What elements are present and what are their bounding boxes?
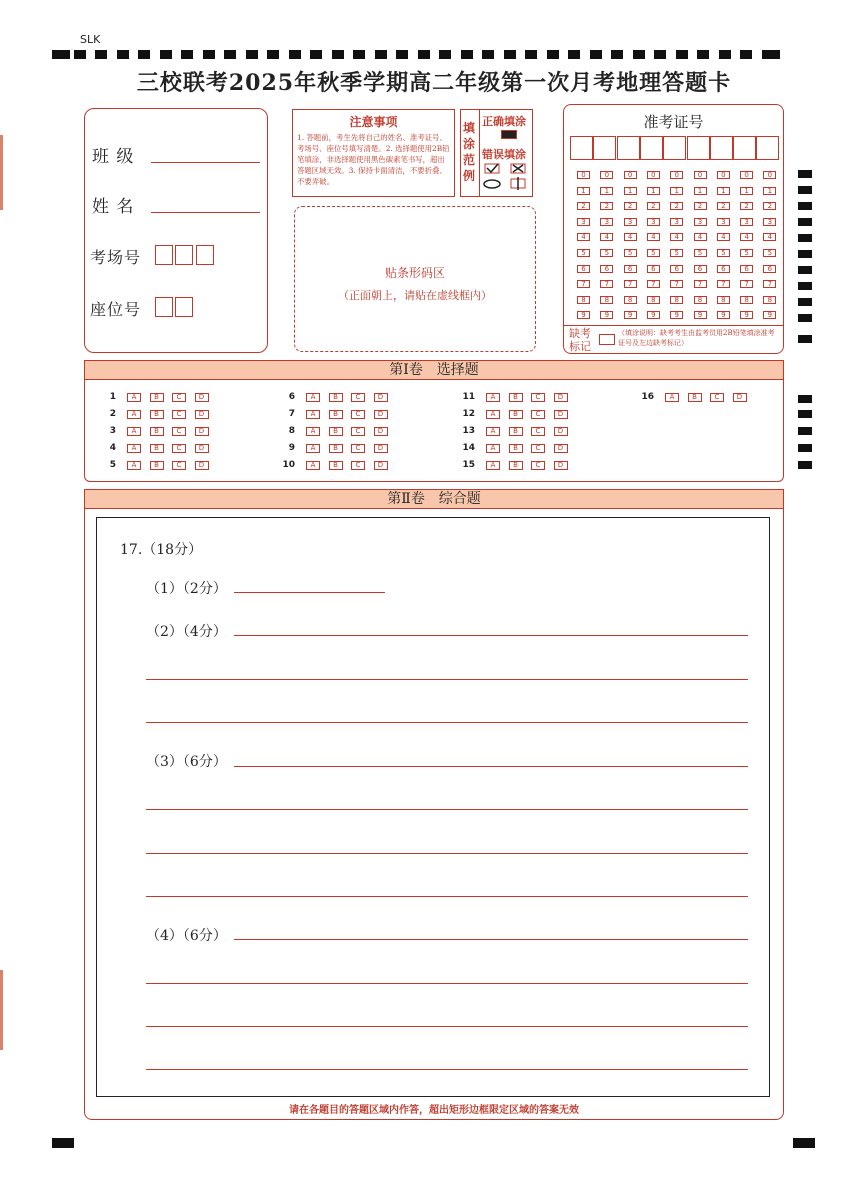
timing-mark	[676, 50, 688, 59]
timing-mark	[203, 50, 215, 59]
timing-mark	[52, 50, 70, 59]
timing-mark	[798, 218, 812, 226]
digit-bubble[interactable]: 9	[577, 311, 590, 319]
digit-bubble[interactable]: 2	[600, 202, 613, 210]
digit-bubble[interactable]: 2	[577, 202, 590, 210]
option-bubble-d[interactable]: D	[195, 427, 209, 436]
notice-body: 1. 答题前，考生先将自己的姓名、准考证号、考场号、座位号填写清楚。2. 选择题使用2B铅笔填涂，非选择题使用黑色碳素笔书写，超出答题区域无效。3. 保持卡面清洁，不要折叠、不要弄破。	[297, 133, 450, 186]
digit-bubble[interactable]: 4	[740, 233, 753, 241]
digit-bubble[interactable]: 6	[717, 265, 730, 273]
timing-mark	[798, 266, 812, 274]
digit-bubble[interactable]: 9	[670, 311, 683, 319]
timing-mark	[289, 50, 301, 59]
digit-bubble[interactable]: 1	[624, 187, 637, 195]
timing-mark	[332, 50, 344, 59]
digit-bubble[interactable]: 2	[624, 202, 637, 210]
timing-mark	[310, 50, 322, 59]
timing-mark	[798, 395, 812, 403]
option-bubble-a[interactable]: A	[665, 393, 679, 402]
option-bubble-a[interactable]: A	[127, 461, 141, 470]
option-bubble-a[interactable]: A	[306, 461, 320, 470]
question-number: 6	[288, 392, 295, 402]
timing-mark	[590, 50, 602, 59]
question-number: 8	[288, 426, 295, 436]
digit-bubble[interactable]: 6	[763, 265, 776, 273]
option-bubble-c[interactable]: C	[531, 444, 545, 453]
option-bubble-a[interactable]: A	[486, 461, 500, 470]
seat-label: 座位号	[90, 300, 142, 319]
option-bubble-c[interactable]: C	[351, 427, 365, 436]
digit-bubble[interactable]: 8	[717, 296, 730, 304]
correct-fill-label: 正确填涂	[482, 115, 526, 128]
option-bubble-d[interactable]: D	[554, 410, 568, 419]
exam-id-digit-box[interactable]	[570, 136, 593, 160]
digit-bubble[interactable]: 4	[577, 233, 590, 241]
timing-mark	[396, 50, 408, 59]
option-bubble-b[interactable]: B	[150, 410, 164, 419]
timing-mark	[525, 50, 537, 59]
question-number: 9	[288, 443, 295, 453]
exam-id-digit-box[interactable]	[756, 136, 779, 160]
question-number: 3	[109, 426, 116, 436]
footer-note: 请在各题目的答题区域内作答，超出矩形边框限定区域的答案无效	[289, 1105, 579, 1116]
option-bubble-c[interactable]: C	[172, 410, 186, 419]
digit-bubble[interactable]: 2	[717, 202, 730, 210]
timing-mark	[798, 202, 812, 210]
digit-bubble[interactable]: 1	[647, 187, 660, 195]
option-bubble-a[interactable]: A	[127, 444, 141, 453]
option-bubble-b[interactable]: B	[509, 444, 523, 453]
digit-bubble[interactable]: 8	[600, 296, 613, 304]
question-number: 1	[109, 392, 116, 402]
digit-bubble[interactable]: 7	[740, 280, 753, 288]
timing-mark	[504, 50, 516, 59]
notice-title: 注意事项	[349, 115, 398, 129]
digit-bubble[interactable]: 3	[577, 218, 590, 226]
part4-label: （4）（6分）	[146, 928, 227, 944]
digit-bubble[interactable]: 1	[694, 187, 707, 195]
part1-label: （1）（2分）	[146, 581, 227, 597]
option-bubble-d[interactable]: D	[374, 444, 388, 453]
option-bubble-d[interactable]: D	[554, 444, 568, 453]
timing-mark	[798, 335, 812, 343]
digit-bubble[interactable]: 6	[694, 265, 707, 273]
digit-bubble[interactable]: 5	[740, 249, 753, 257]
digit-bubble[interactable]: 2	[647, 202, 660, 210]
digit-bubble[interactable]: 5	[670, 249, 683, 257]
answer-line[interactable]	[146, 983, 748, 984]
digit-bubble[interactable]: 0	[577, 171, 590, 179]
timing-mark	[611, 50, 623, 59]
question-number: 13	[462, 426, 475, 436]
answer-line[interactable]	[146, 679, 748, 680]
timing-mark	[798, 186, 812, 194]
digit-bubble[interactable]: 7	[763, 280, 776, 288]
option-bubble-d[interactable]: D	[195, 461, 209, 470]
timing-mark	[418, 50, 430, 59]
digit-bubble[interactable]: 0	[717, 171, 730, 179]
option-bubble-b[interactable]: B	[150, 444, 164, 453]
timing-mark	[798, 250, 812, 258]
correct-fill-mark	[501, 130, 517, 139]
digit-bubble[interactable]: 5	[694, 249, 707, 257]
timing-mark	[798, 170, 812, 178]
digit-bubble[interactable]: 0	[624, 171, 637, 179]
question-number: 15	[462, 460, 475, 470]
exam-id-digit-box[interactable]	[733, 136, 756, 160]
timing-mark	[375, 50, 387, 59]
option-bubble-b[interactable]: B	[688, 393, 702, 402]
section1-title: 第Ⅰ卷 选择题	[84, 360, 784, 380]
name-label: 姓 名	[92, 197, 135, 217]
timing-mark	[798, 427, 812, 435]
option-bubble-b[interactable]: B	[329, 410, 343, 419]
part2-label: （2）（4分）	[146, 624, 227, 640]
timing-mark	[74, 50, 86, 59]
digit-bubble[interactable]: 0	[740, 171, 753, 179]
section2-title: 第Ⅱ卷 综合题	[84, 489, 784, 509]
part3-label: （3）（6分）	[146, 754, 227, 770]
edge-mark	[0, 135, 3, 210]
option-bubble-c[interactable]: C	[351, 444, 365, 453]
question-number: 7	[288, 409, 295, 419]
digit-bubble[interactable]: 3	[624, 218, 637, 226]
digit-bubble[interactable]: 1	[577, 187, 590, 195]
option-bubble-c[interactable]: C	[531, 427, 545, 436]
timing-mark	[439, 50, 451, 59]
digit-bubble[interactable]: 8	[740, 296, 753, 304]
page-title: 三校联考2025年秋季学期高二年级第一次月考地理答题卡	[136, 70, 732, 96]
digit-bubble[interactable]: 7	[624, 280, 637, 288]
option-bubble-d[interactable]: D	[195, 393, 209, 402]
timing-mark	[719, 50, 731, 59]
digit-bubble[interactable]: 4	[624, 233, 637, 241]
corner-mark	[52, 1138, 74, 1148]
digit-bubble[interactable]: 8	[763, 296, 776, 304]
option-bubble-c[interactable]: C	[531, 393, 545, 402]
timing-mark	[762, 50, 780, 59]
timing-mark	[117, 50, 129, 59]
answer-line[interactable]	[234, 766, 748, 767]
option-bubble-b[interactable]: B	[150, 427, 164, 436]
question-number: 4	[109, 443, 116, 453]
digit-bubble[interactable]: 6	[577, 265, 590, 273]
absent-note: （填涂说明：缺考考生由监考员用2B铅笔填涂准考证号及左边缺考标记）	[618, 329, 775, 347]
timing-mark	[697, 50, 709, 59]
class-field[interactable]	[151, 162, 260, 163]
timing-mark	[353, 50, 365, 59]
option-bubble-c[interactable]: C	[351, 461, 365, 470]
digit-bubble[interactable]: 9	[600, 311, 613, 319]
answer-line[interactable]	[234, 592, 385, 593]
option-bubble-c[interactable]: C	[351, 410, 365, 419]
option-bubble-a[interactable]: A	[486, 444, 500, 453]
digit-bubble[interactable]: 2	[740, 202, 753, 210]
option-bubble-d[interactable]: D	[554, 393, 568, 402]
question-number: 5	[109, 460, 116, 470]
timing-mark	[798, 314, 812, 322]
digit-bubble[interactable]: 8	[577, 296, 590, 304]
digit-bubble[interactable]: 7	[717, 280, 730, 288]
option-bubble-a[interactable]: A	[486, 410, 500, 419]
option-bubble-a[interactable]: A	[306, 444, 320, 453]
question-number: 10	[282, 460, 295, 470]
digit-bubble[interactable]: 4	[670, 233, 683, 241]
option-bubble-b[interactable]: B	[150, 393, 164, 402]
barcode-title: 贴条形码区	[384, 266, 445, 280]
digit-bubble[interactable]: 6	[624, 265, 637, 273]
question-number: 11	[462, 392, 475, 402]
option-bubble-c[interactable]: C	[172, 427, 186, 436]
class-label: 班 级	[92, 147, 135, 167]
option-bubble-b[interactable]: B	[329, 444, 343, 453]
timing-mark	[633, 50, 645, 59]
absent-checkbox[interactable]	[599, 334, 615, 345]
digit-bubble[interactable]: 0	[600, 171, 613, 179]
timing-mark	[798, 234, 812, 242]
digit-bubble[interactable]: 3	[670, 218, 683, 226]
digit-bubble[interactable]: 8	[624, 296, 637, 304]
option-bubble-a[interactable]: A	[127, 410, 141, 419]
digit-bubble[interactable]: 4	[717, 233, 730, 241]
exam-id-title: 准考证号	[643, 113, 704, 131]
digit-bubble[interactable]: 4	[600, 233, 613, 241]
digit-bubble[interactable]: 7	[694, 280, 707, 288]
option-bubble-c[interactable]: C	[531, 410, 545, 419]
timing-mark	[547, 50, 559, 59]
timing-mark	[461, 50, 473, 59]
option-bubble-b[interactable]: B	[509, 427, 523, 436]
option-bubble-a[interactable]: A	[306, 410, 320, 419]
digit-bubble[interactable]: 1	[740, 187, 753, 195]
digit-bubble[interactable]: 7	[600, 280, 613, 288]
digit-bubble[interactable]: 4	[694, 233, 707, 241]
digit-bubble[interactable]: 7	[577, 280, 590, 288]
digit-bubble[interactable]: 8	[694, 296, 707, 304]
option-bubble-a[interactable]: A	[486, 393, 500, 402]
question-number: 16	[641, 392, 654, 402]
timing-mark	[138, 50, 150, 59]
answer-line[interactable]	[146, 1026, 748, 1027]
fill-example-side-label: 填涂范例	[463, 121, 476, 183]
option-bubble-d[interactable]: D	[554, 461, 568, 470]
fill-example-box	[460, 109, 533, 197]
timing-mark	[798, 298, 812, 306]
answer-line[interactable]	[234, 635, 748, 636]
option-bubble-a[interactable]: A	[127, 393, 141, 402]
option-bubble-d[interactable]: D	[374, 427, 388, 436]
question-number: 14	[462, 443, 475, 453]
digit-bubble[interactable]: 2	[694, 202, 707, 210]
option-bubble-d[interactable]: D	[374, 461, 388, 470]
digit-bubble[interactable]: 9	[717, 311, 730, 319]
room-box[interactable]	[196, 245, 214, 265]
option-bubble-b[interactable]: B	[509, 410, 523, 419]
timing-track	[52, 50, 770, 60]
timing-mark	[798, 461, 812, 469]
timing-mark	[246, 50, 258, 59]
room-label: 考场号	[90, 248, 142, 267]
exam-id-digit-box[interactable]	[687, 136, 710, 160]
timing-mark	[95, 50, 107, 59]
timing-mark	[798, 444, 812, 452]
option-bubble-c[interactable]: C	[172, 461, 186, 470]
digit-bubble[interactable]: 1	[763, 187, 776, 195]
digit-bubble[interactable]: 5	[647, 249, 660, 257]
option-bubble-d[interactable]: D	[195, 410, 209, 419]
digit-bubble[interactable]: 9	[694, 311, 707, 319]
exam-id-digit-box[interactable]	[640, 136, 663, 160]
answer-line[interactable]	[234, 939, 748, 940]
answer-line[interactable]	[146, 1069, 748, 1070]
digit-bubble[interactable]: 0	[694, 171, 707, 179]
timing-mark	[568, 50, 580, 59]
digit-bubble[interactable]: 4	[763, 233, 776, 241]
option-bubble-a[interactable]: A	[486, 427, 500, 436]
option-bubble-d[interactable]: D	[554, 427, 568, 436]
option-bubble-c[interactable]: C	[710, 393, 724, 402]
barcode-area	[294, 206, 536, 352]
timing-mark	[798, 282, 812, 290]
timing-mark	[740, 50, 752, 59]
edge-mark	[0, 970, 3, 1050]
q17-label: 17.（18分）	[120, 542, 203, 558]
digit-bubble[interactable]: 3	[647, 218, 660, 226]
digit-bubble[interactable]: 1	[717, 187, 730, 195]
timing-mark	[224, 50, 236, 59]
digit-bubble[interactable]: 3	[740, 218, 753, 226]
option-bubble-c[interactable]: C	[172, 444, 186, 453]
digit-bubble[interactable]: 9	[647, 311, 660, 319]
option-bubble-b[interactable]: B	[509, 393, 523, 402]
exam-id-box	[563, 104, 784, 354]
option-bubble-d[interactable]: D	[374, 393, 388, 402]
digit-bubble[interactable]: 5	[577, 249, 590, 257]
option-bubble-b[interactable]: B	[329, 461, 343, 470]
digit-bubble[interactable]: 4	[647, 233, 660, 241]
digit-bubble[interactable]: 5	[717, 249, 730, 257]
question-number: 12	[462, 409, 475, 419]
option-bubble-c[interactable]: C	[351, 393, 365, 402]
exam-id-digit-box[interactable]	[710, 136, 733, 160]
answer-line[interactable]	[146, 722, 748, 723]
wrong-fill-marks	[483, 162, 531, 194]
digit-bubble[interactable]: 2	[763, 202, 776, 210]
digit-bubble[interactable]: 8	[647, 296, 660, 304]
digit-bubble[interactable]: 8	[670, 296, 683, 304]
digit-bubble[interactable]: 6	[740, 265, 753, 273]
seat-box[interactable]	[175, 297, 193, 317]
timing-mark	[798, 410, 812, 418]
digit-bubble[interactable]: 3	[694, 218, 707, 226]
digit-bubble[interactable]: 6	[600, 265, 613, 273]
digit-bubble[interactable]: 1	[670, 187, 683, 195]
exam-id-digit-box[interactable]	[663, 136, 686, 160]
digit-bubble[interactable]: 3	[763, 218, 776, 226]
option-bubble-a[interactable]: A	[306, 427, 320, 436]
digit-bubble[interactable]: 3	[717, 218, 730, 226]
digit-bubble[interactable]: 5	[763, 249, 776, 257]
wrong-fill-label: 错误填涂	[482, 148, 526, 161]
timing-mark	[654, 50, 666, 59]
absent-label: 缺考标记	[569, 327, 591, 353]
digit-bubble[interactable]: 3	[600, 218, 613, 226]
option-bubble-c[interactable]: C	[172, 393, 186, 402]
digit-bubble[interactable]: 9	[740, 311, 753, 319]
option-bubble-d[interactable]: D	[374, 410, 388, 419]
answer-line[interactable]	[146, 853, 748, 854]
option-bubble-c[interactable]: C	[531, 461, 545, 470]
digit-bubble[interactable]: 7	[670, 280, 683, 288]
option-bubble-b[interactable]: B	[509, 461, 523, 470]
option-bubble-d[interactable]: D	[733, 393, 747, 402]
option-bubble-a[interactable]: A	[127, 427, 141, 436]
option-bubble-b[interactable]: B	[329, 393, 343, 402]
timing-mark	[160, 50, 172, 59]
timing-mark	[482, 50, 494, 59]
room-box[interactable]	[175, 245, 193, 265]
digit-bubble[interactable]: 6	[670, 265, 683, 273]
question-number: 2	[109, 409, 116, 419]
digit-bubble[interactable]: 5	[624, 249, 637, 257]
room-box[interactable]	[155, 245, 173, 265]
answer-line[interactable]	[146, 809, 748, 810]
answer-frame	[96, 517, 770, 1097]
answer-line[interactable]	[146, 896, 748, 897]
corner-code: SLK	[80, 33, 101, 46]
digit-bubble[interactable]: 9	[763, 311, 776, 319]
timing-mark	[181, 50, 193, 59]
name-field[interactable]	[151, 212, 260, 213]
notice-box	[292, 109, 455, 197]
corner-mark	[793, 1138, 815, 1148]
option-bubble-b[interactable]: B	[329, 427, 343, 436]
digit-bubble[interactable]: 0	[670, 171, 683, 179]
digit-bubble[interactable]: 7	[647, 280, 660, 288]
option-bubble-b[interactable]: B	[150, 461, 164, 470]
barcode-hint: （正面朝上，请贴在虚线框内）	[338, 289, 492, 302]
digit-bubble[interactable]: 0	[763, 171, 776, 179]
digit-bubble[interactable]: 0	[647, 171, 660, 179]
option-bubble-d[interactable]: D	[195, 444, 209, 453]
digit-bubble[interactable]: 2	[670, 202, 683, 210]
option-bubble-a[interactable]: A	[306, 393, 320, 402]
digit-bubble[interactable]: 9	[624, 311, 637, 319]
exam-id-digit-box[interactable]	[593, 136, 616, 160]
exam-id-digit-box[interactable]	[617, 136, 640, 160]
seat-box[interactable]	[155, 297, 173, 317]
digit-bubble[interactable]: 1	[600, 187, 613, 195]
digit-bubble[interactable]: 6	[647, 265, 660, 273]
digit-bubble[interactable]: 5	[600, 249, 613, 257]
timing-mark	[267, 50, 279, 59]
